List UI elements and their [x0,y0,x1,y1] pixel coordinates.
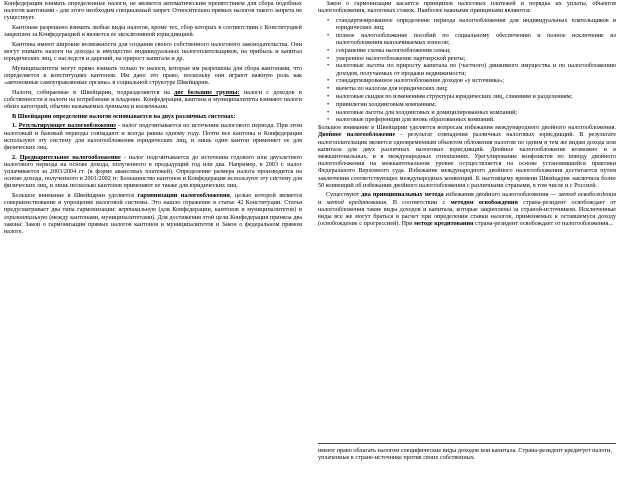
text: (для Конфедерации, кантонов и муниципалитетов) и [155,206,302,214]
list-item: • вычеты по налогам для юридических лиц; [336,85,616,92]
text: - результат совпадения различных налоговых юрисдикций. В результате налогоплательщик является одновременным объектом обложения налогом по одним и тем же видам дохода или капитала для двух различных налоговых юрисдикций. Двойное налогообложение возможно и в межкантональных, и в международных отношениях. Урегулирование конфликтов по поводу двойного налогообложения на межкантональном уровне осуществляется на основе установившейся практики Федерального Верховного суда. Избежание международного двойного налогообложения достигается путем заключения соответствующих международных конвенций. К настоящему времени Швейцария заключила более 50 конвенций об избежании двойного налогообложения с различными странами, в том числе и с Россией. [318,131,616,189]
list-item: • стандартизированное определение периода налогообложения для индивидуальных плательщиков и юридических лиц; [336,17,616,31]
list-item: • налоговые скидки по изменениям структуры юридических лиц, слияниям и разделениям; [336,93,616,100]
list-item: • сохранение схемы налогообложения семьи; [336,47,616,54]
term: Предварительное налогообложение [19,153,121,161]
text: . В соответствии с [386,198,451,206]
list-item: • налоговые льготы по приросту капитала по (частного) движимого имущества и по налогообложению доходов, получаемых от продажи недвижимости; [336,62,616,76]
text: Большое внимание в Швейцарии уделяется вопросам избежания международного двойного налогообложения. [318,124,616,132]
principles-list [318,17,616,124]
list-item: • умеренное налогообложение партнерской ренты; [336,55,616,62]
text: Налоги, собираемые в Швейцарии, подразделяются на [12,88,175,96]
divider [318,443,616,444]
paragraph: имеют право облагать налогом специфические виды доходов или капитала. Страна-резидент кредитует налоги, уплаченные в стране-источнике против своих собственных. [318,447,612,462]
text: (между кантонами, муниципалитетами). Для достижения этой цели Конфедерация приняла два закона: Закон о гармонизации прямых налогов кантонов и муниципалитетов и Закон о федеральном прямом налоге. [4,213,302,236]
bold-text: два принципиальных метода [361,191,444,199]
italic-text: горизонтальную [4,213,48,221]
text: избежания двойного налогообложения — [443,191,559,199]
list-item: • налоговые льготы для холдинговых и домицилированных компаний; [336,109,616,116]
text: и [318,198,327,206]
italic-text: вертикальную [118,206,156,214]
bold-text: методе кредитования [413,220,474,228]
left-column [4,0,302,238]
continuation-text [318,447,616,464]
italic-text: прямыми [105,103,130,111]
tax-groups-paragraph [4,89,302,111]
bold-text: две большие группы: [174,88,240,96]
item-number: 2. [12,153,17,161]
section-heading: В Швейцарии определение налогов основывается на двух различных системах: [12,112,236,120]
paragraph: Муниципалитеты могут прямо взимать только те налоги, которые им разрешены для сбора кантонами, что определяется в конституциях кантонов. Им дано это право, поскольку они играют важную роль как «автономные самоуправляемые органы» в социальной структуре Швейцарии. [4,64,302,87]
bold-text: гармонизации налогообложения [137,192,230,199]
bold-text: методом освобождения [450,198,518,206]
harmonization-law-intro: Закон о гармонизации касается принципов налоговых платежей и порядка их уплаты, объектов налогообложения, налоговых ставок. Наиболее важными принципами являются: [318,0,616,15]
text: и [129,103,136,111]
right-column [318,0,616,230]
item-number: 1. [12,122,17,130]
term: Результирующее налогообложение [18,122,117,130]
paragraph: Конфедерации взимать определенные налоги, не является автоматическим препятствием для сбора подобных налогов кантонами - для этого необходим специальный запрет. Относительно прямых налогов такого запрета не существует. [4,0,302,22]
text: , целью которой является совершенствование и упрощение налоговой системы. Это нашло отражение в статье 42 Конституции. Статья предусматривает два типа гармонизации: [4,192,303,214]
text: страна-резидент освобождает от налогообложения... [473,220,613,228]
text: Большое внимание в Швейцарии уделяется [12,192,138,199]
numbered-item-2 [4,154,302,190]
text: страна-резидент освобождает от налогообложения такие виды доходов и капитала, которые закреплены за страной-источником. Исключенные виды все же могут браться в расчет при определении ставки налогов, применяемых к оставшемуся доходу (освобождение с прогрессией). При [318,198,616,228]
text: - налог подсчитывается до истечения годового или двухлетнего налогового периода на основе дохода, полученного в предыдущий год или два. Например, в 2003 г. налог уплачивается за 2003/2004 гг. (в форме авансовых платежей). Определение размера налога производится на основе дохода, полученного в 2001/2002 гг. Большинство кантонов и Конфедерация используют эту систему для физических лиц, и лишь несколько кантонов применяют ее также для юридических лиц. [4,153,303,190]
bold-text: Двойное налогообложение [318,131,396,139]
list-item: • налоговые преференции для вновь образованных компаний. [336,116,616,123]
list-item: • привилегии холдинговым компаниям; [336,101,616,108]
text: Существуют [326,191,362,199]
text: . [167,103,169,111]
list-item: • стандартизированное налогообложение доходов «у источника»; [336,77,616,84]
double-taxation-paragraph [318,124,616,189]
italic-text: косвенными [135,103,168,111]
harmonization-paragraph [4,192,302,235]
paragraph: Кантоны имеют широкие возможности для создания своего собственного налогового законодательства. Они могут взимать налоги на доходы и имущество индивидуальных налогоплательщиков, на прибыль и капитал юридических лиц, с наследств и дарений, на прирост капитала и др. [4,40,302,63]
text: налоги с доходов и собственности и налоги на потребление и владение. Конфедерация, кантоны и муниципалитеты взимают налоги обеих категорий, обычно называемых [4,88,302,111]
paragraph: Кантонам разрешено взимать любые виды налогов, кроме тех, сбор которых в соответствии с Конституцией закреплен за Конфедерацией и является ее эксклюзивной юрисдикцией. [4,24,302,39]
text: - налог подсчитывается по истечении налогового периода. При этом налоговый и базовый периоды совпадают и всегда равны одному году. Почти все кантоны и Конфедерация используют эту систему для налогообложения юридических лиц, и лишь один кантон применяет ее для физических лиц. [4,122,303,151]
methods-paragraph [318,191,616,227]
numbered-item-1 [4,122,302,151]
italic-text: метод освобождения [558,191,616,199]
italic-text: метод кредитования [326,198,387,206]
list-item: • полное налогообложение пособий по социальному обеспечению и полное исключение из налогообложения выплачиваемых взносов; [336,32,616,46]
